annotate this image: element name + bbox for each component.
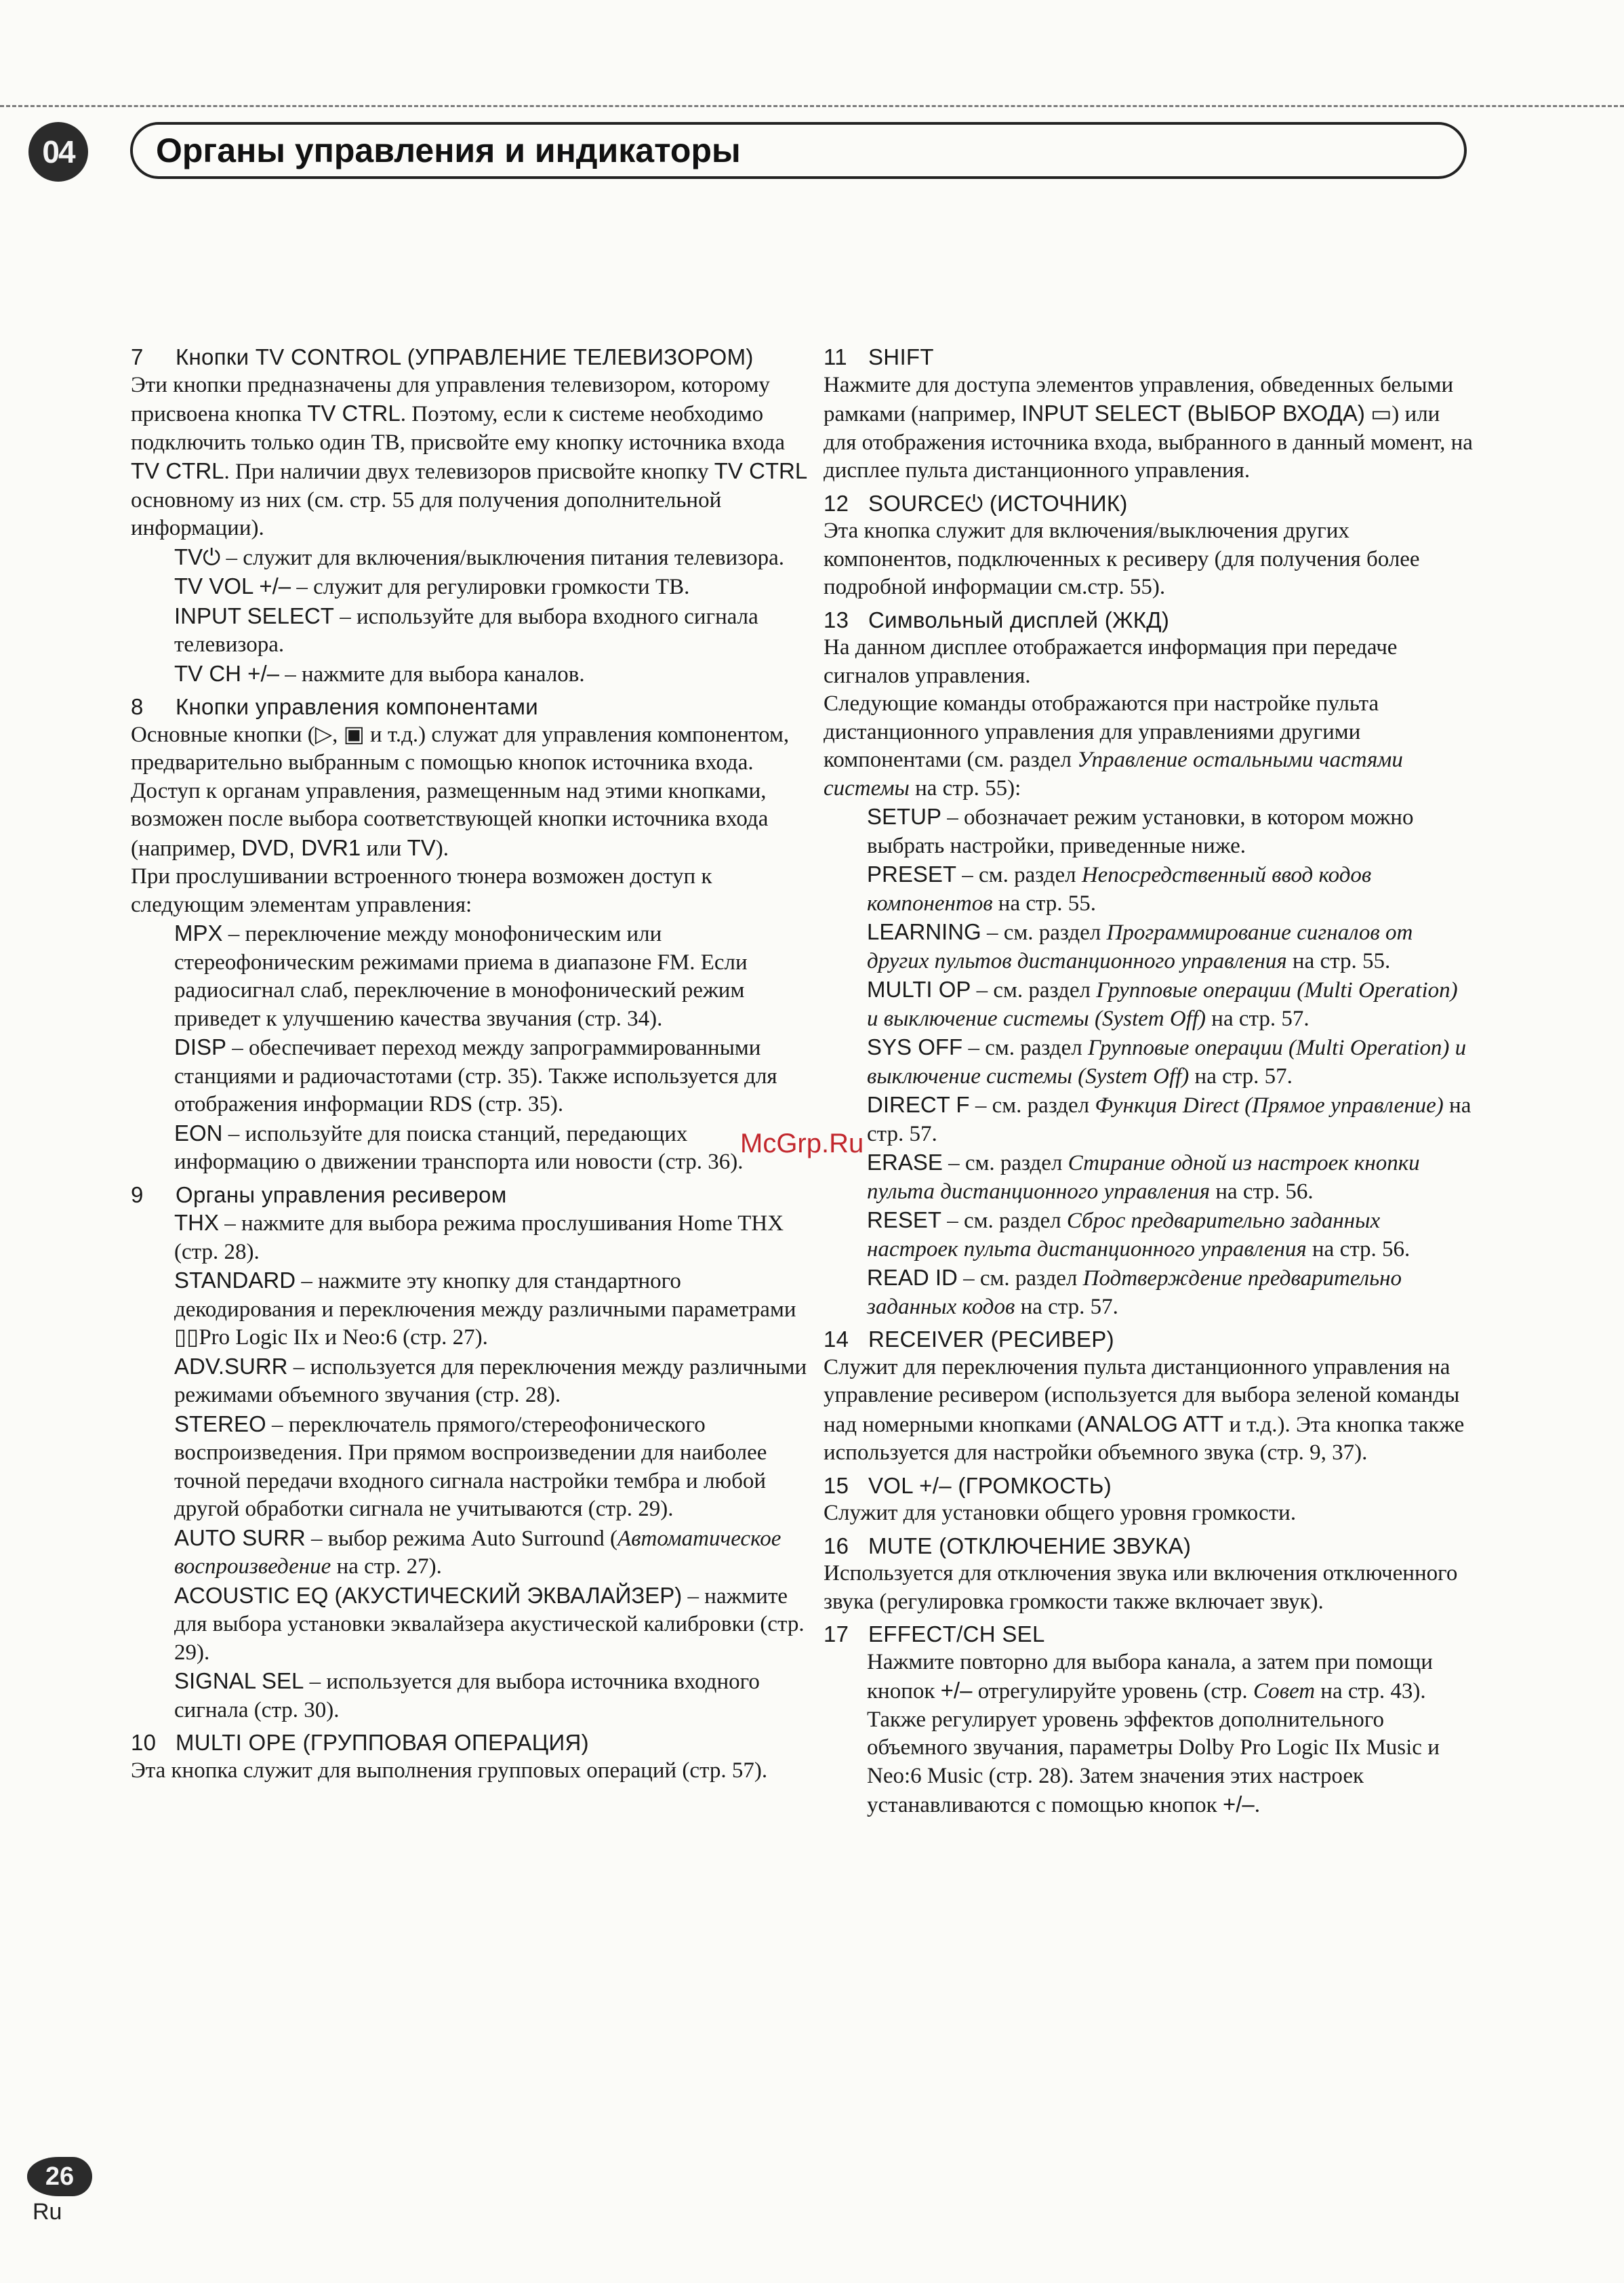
- list-item: INPUT SELECT – используйте для выбора входного сигнала телевизора.: [174, 603, 758, 657]
- list-item: MULTI OP – см. раздел Групповые операции (Multi Operation) и выключение системы (System Off) на стр. 57.: [867, 977, 1458, 1031]
- list-item: THX – нажмите для выбора режима прослушивания Home THX (стр. 28).: [174, 1210, 784, 1264]
- section-15-heading: 15 VOL +/– (ГРОМКОСТЬ): [824, 1472, 1112, 1498]
- top-dashed-rule: [0, 105, 1624, 107]
- section-11-heading: 11 SHIFT: [824, 344, 934, 369]
- list-item: EON – используйте для поиска станций, передающих информацию о движении транспорта или новости (стр. 36).: [174, 1120, 744, 1174]
- page-number-badge: 26: [27, 2157, 92, 2196]
- section-8-para: При прослушивании встроенного тюнера возможен доступ к следующим элементам управления:: [131, 864, 712, 917]
- section-8-para: Доступ к органам управления, размещенным над этими кнопками, возможен после выбора соответствующей кнопки источника входа (например, DVD, DVR1 или TV).: [131, 778, 769, 861]
- list-item: ADV.SURR – используется для переключения между различными режимами объемного звучания (стр. 28).: [174, 1353, 807, 1407]
- list-item: ACOUSTIC EQ (АКУСТИЧЕСКИЙ ЭКВАЛАЙЗЕР) – нажмите для выбора установки эквалайзера акустической калибровки (стр. 29).: [174, 1582, 805, 1665]
- list-item: AUTO SURR – выбор режима Auto Surround (Автоматическое воспроизведение на стр. 27).: [174, 1524, 781, 1579]
- section-12-heading: 12 SOURCE⏻ (ИСТОЧНИК): [824, 490, 1128, 516]
- list-item: DIRECT F – см. раздел Функция Direct (Прямое управление) на стр. 57.: [867, 1092, 1471, 1146]
- section-14-heading: 14 RECEIVER (РЕСИВЕР): [824, 1327, 1114, 1352]
- section-15-body: Служит для установки общего уровня громкости.: [824, 1501, 1297, 1525]
- list-item: SYS OFF – см. раздел Групповые операции (Multi Operation) и выключение системы (System Off) на стр. 57.: [867, 1034, 1467, 1089]
- section-10-heading: 10 MULTI OPE (ГРУППОВАЯ ОПЕРАЦИЯ): [131, 1730, 589, 1755]
- section-14-body: Служит для переключения пульта дистанционного управления на управление ресивером (используется для выбора зеленой команды над номерными кнопками (ANALOG ATT и т.д.). Эта кнопка также используется для настройки объемного звука (стр. 9, 37).: [824, 1354, 1465, 1465]
- list-item: STANDARD – нажмите эту кнопку для стандартного декодирования и переключения между различными параметрами ▯▯Pro Logic IIx и Neo:6 (стр. 27).: [174, 1268, 796, 1350]
- section-11-body: Нажмите для доступа элементов управления, обведенных белыми рамками (например, INPUT SELECT (ВЫБОР ВХОДА) ▭) или для отображения источника входа, выбранного в данный момент, на дисплее пульта дистанционного управления.: [824, 372, 1473, 483]
- left-column: [131, 339, 809, 1785]
- list-item: SETUP – обозначает режим установки, в котором можно выбрать настройки, приведенные ниже.: [867, 804, 1414, 858]
- section-8-para: Основные кнопки (▷, ▣ и т.д.) служат для управления компонентом, предварительно выбранным с помощью кнопок источника входа.: [131, 722, 790, 775]
- list-item: MPX – переключение между монофоническим или стереофоническим режимами приема в диапазоне FM. Если радиосигнал слаб, переключение в монофонический режим приведет к улучшению качества звучания (стр. 34).: [174, 921, 748, 1031]
- right-column: [824, 339, 1474, 1820]
- section-16-body: Используется для отключения звука или включения отключенного звука (регулировка громкости также включает звук).: [824, 1561, 1458, 1614]
- watermark: McGrp.Ru: [740, 1129, 864, 1158]
- list-item: TV VOL +/– – служит для регулировки громкости ТВ.: [174, 573, 690, 599]
- section-9-heading: 9 Органы управления ресивером: [131, 1181, 507, 1207]
- list-item: RESET – см. раздел Сброс предварительно заданных настроек пульта дистанционного управления на стр. 56.: [867, 1207, 1410, 1261]
- list-item: DISP – обеспечивает переход между запрограммированными станциями и радиочастотами (стр. 35). Также используется для отображения информации RDS (стр. 35).: [174, 1034, 777, 1116]
- list-item: LEARNING – см. раздел Программирование сигналов от других пультов дистанционного управления на стр. 55.: [867, 919, 1413, 973]
- section-7-body: Эти кнопки предназначены для управления телевизором, которому присвоена кнопка TV CTRL. Поэтому, если к системе необходимо подключить только один ТВ, присвойте ему кнопку источника входа TV CTRL. При наличии двух телевизоров присвойте кнопку TV CTRL основному из них (см. стр. 55 для получения дополнительной информации).: [131, 372, 808, 540]
- section-16-heading: 16 MUTE (ОТКЛЮЧЕНИЕ ЗВУКА): [824, 1533, 1192, 1558]
- section-10-body: Эта кнопка служит для выполнения групповых операций (стр. 57).: [131, 1758, 768, 1783]
- section-17-body: Нажмите повторно для выбора канала, а затем при помощи кнопок +/– отрегулируйте уровень (стр. Совет на стр. 43). Также регулирует уровень эффектов дополнительного объемного звучания, параметры Dolby Pro Logic IIx Music и Neo:6 Music (стр. 28). Затем значения этих настроек устанавливаются с помощью кнопок +/–.: [867, 1649, 1440, 1817]
- list-item: STEREO – переключатель прямого/стереофонического воспроизведения. При прямом воспроизведении для наиболее точной передачи входного сигнала настройки тембра и любой другой обработки сигнала не учитываются (стр. 29).: [174, 1411, 767, 1521]
- section-8-heading: 8 Кнопки управления компонентами: [131, 694, 538, 719]
- section-13-para: На данном дисплее отображается информация при передаче сигналов управления.: [824, 635, 1398, 688]
- section-13-para: Следующие команды отображаются при настройке пульта дистанционного управления для управлениями другими компонентами (см. раздел Управление остальными частями системы на стр. 55):: [824, 691, 1403, 801]
- list-item: READ ID – см. раздел Подтверждение предварительно заданных кодов на стр. 57.: [867, 1265, 1402, 1319]
- section-17-heading: 17 EFFECT/CH SEL: [824, 1621, 1045, 1646]
- chapter-badge: 04: [28, 122, 88, 182]
- section-12-body: Эта кнопка служит для включения/выключения других компонентов, подключенных к ресиверу (для получения более подробной информации см.стр. 55).: [824, 519, 1420, 599]
- list-item: PRESET – см. раздел Непосредственный ввод кодов компонентов на стр. 55.: [867, 862, 1372, 916]
- list-item: ERASE – см. раздел Стирание одной из настроек кнопки пульта дистанционного управления на стр. 56.: [867, 1150, 1420, 1204]
- page-language: Ru: [33, 2199, 62, 2225]
- page-title: Органы управления и индикаторы: [156, 132, 741, 169]
- list-item: TV CH +/– – нажмите для выбора каналов.: [174, 660, 585, 687]
- list-item: SIGNAL SEL – используется для выбора источника входного сигнала (стр. 30).: [174, 1668, 760, 1722]
- list-item: TV⏻ – служит для включения/выключения питания телевизора.: [174, 544, 785, 570]
- section-7-heading: 7 Кнопки TV CONTROL (УПРАВЛЕНИЕ ТЕЛЕВИЗОРОМ): [131, 344, 754, 369]
- section-13-heading: 13 Символьный дисплей (ЖКД): [824, 607, 1170, 632]
